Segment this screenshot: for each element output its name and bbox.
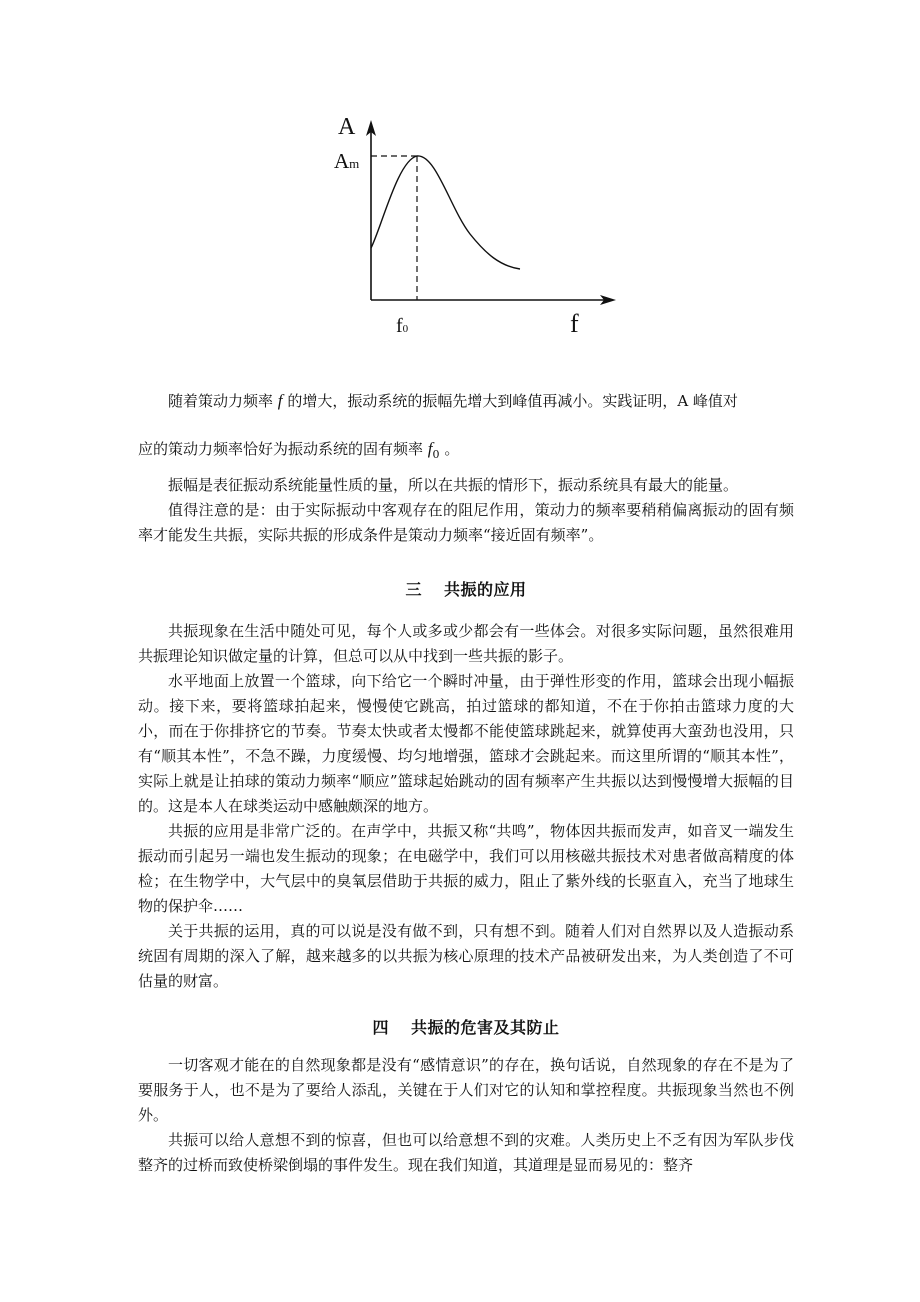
- p1-text-b: 的增大，振动系统的振幅先增大到峰值再减小。实践证明，A 峰值对: [287, 392, 738, 410]
- section-title-hazards: 共振的危害及其防止: [411, 1018, 560, 1037]
- resonance-curve: [371, 156, 520, 269]
- peak-amplitude-label: Am: [334, 149, 360, 173]
- paragraph-basketball-example: 水平地面上放置一个篮球，向下给它一个瞬时冲量，由于弹性形变的作用，篮球会出现小幅振动。接下来，要将篮球拍起来，慢慢使它跳高，拍过篮球的都知道，不在于你拍击篮球力度的大小，而在于你排挤它的节奏。节奏太快或者太慢都不能使篮球跳起来，就算使再大蛮劲也没用，只有“顺其本性”，不急不躁，力度缓慢、均匀地增强，篮球才会跳起来。而这里所谓的“顺其本性”，实际上就是让拍球的策动力频率“顺应”篮球起始跳动的固有频率产生共振以达到慢慢增大振幅的目的。这是本人在球类运动中感触颇深的地方。: [138, 672, 794, 815]
- section-number-3: 三: [405, 580, 422, 599]
- natural-frequency-subscript: 0: [432, 448, 440, 461]
- paragraph-amplitude-energy: 振幅是表征振动系统能量性质的量，所以在共振的情形下，振动系统具有最大的能量。: [168, 476, 739, 494]
- section-number-4: 四: [372, 1018, 389, 1037]
- frequency-symbol: f: [277, 391, 283, 410]
- paragraph-bridge-collapse: 共振可以给人意想不到的惊喜，但也可以给意想不到的灾难。人类历史上不乏有因为军队步伐整齐的过桥而致使桥梁倒塌的事件发生。现在我们知道，其道理是显而易见的：整齐: [138, 1131, 794, 1174]
- paragraph-resonance-usage: 关于共振的运用，真的可以说是没有做不到，只有想不到。随着人们对自然界以及人造振动系统固有周期的深入了解，越来越多的以共振为核心原理的技术产品被研发出来，为人类创造了不可估量的财富。: [138, 922, 794, 990]
- paragraph-damping-note: 值得注意的是：由于实际振动中客观存在的阻尼作用，策动力的频率要稍稍偏离振动的固有频率才能发生共振，实际共振的形成条件是策动力频率“接近固有频率”。: [138, 501, 794, 544]
- paragraph-natural-frequency: [138, 436, 794, 467]
- p1-text-a: 随着策动力频率: [168, 392, 274, 410]
- paragraph-frequency-increase: [138, 388, 794, 414]
- section-heading-applications: [138, 578, 794, 602]
- p2-text-a: 应的策动力频率恰好为振动系统的固有频率: [138, 440, 424, 458]
- paragraph-natural-phenomena: 一切客观才能在的自然现象都是没有“感情意识”的存在，换句话说，自然现象的存在不是为了要服务于人，也不是为了要给人添乱，关键在于人们对它的认知和掌控程度。共振现象当然也不例外。: [138, 1056, 794, 1124]
- paragraph-everyday-resonance: 共振现象在生活中随处可见，每个人或多或少都会有一些体会。对很多实际问题，虽然很难用共振理论知识做定量的计算，但总可以从中找到一些共振的影子。: [138, 622, 794, 665]
- section-title-applications: 共振的应用: [444, 580, 527, 599]
- resonance-curve-svg: [320, 108, 630, 344]
- x-axis-label: f: [570, 309, 579, 338]
- resonant-frequency-label: f0: [396, 315, 409, 337]
- p2-text-b: 。: [444, 440, 460, 458]
- y-axis-label: A: [338, 114, 356, 140]
- resonance-curve-figure: [320, 108, 630, 344]
- paragraph-applications-fields: 共振的应用是非常广泛的。在声学中，共振又称“共鸣”，物体因共振而发声，如音叉一端发生振动而引起另一端也发生振动的现象；在电磁学中，我们可以用核磁共振技术对患者做高精度的体检；在生物学中，大气层中的臭氧层借助于共振的威力，阻止了紫外线的长驱直入，充当了地球生物的保护伞……: [138, 822, 794, 915]
- natural-frequency-symbol: f: [427, 439, 433, 458]
- section-heading-hazards: [138, 1016, 794, 1040]
